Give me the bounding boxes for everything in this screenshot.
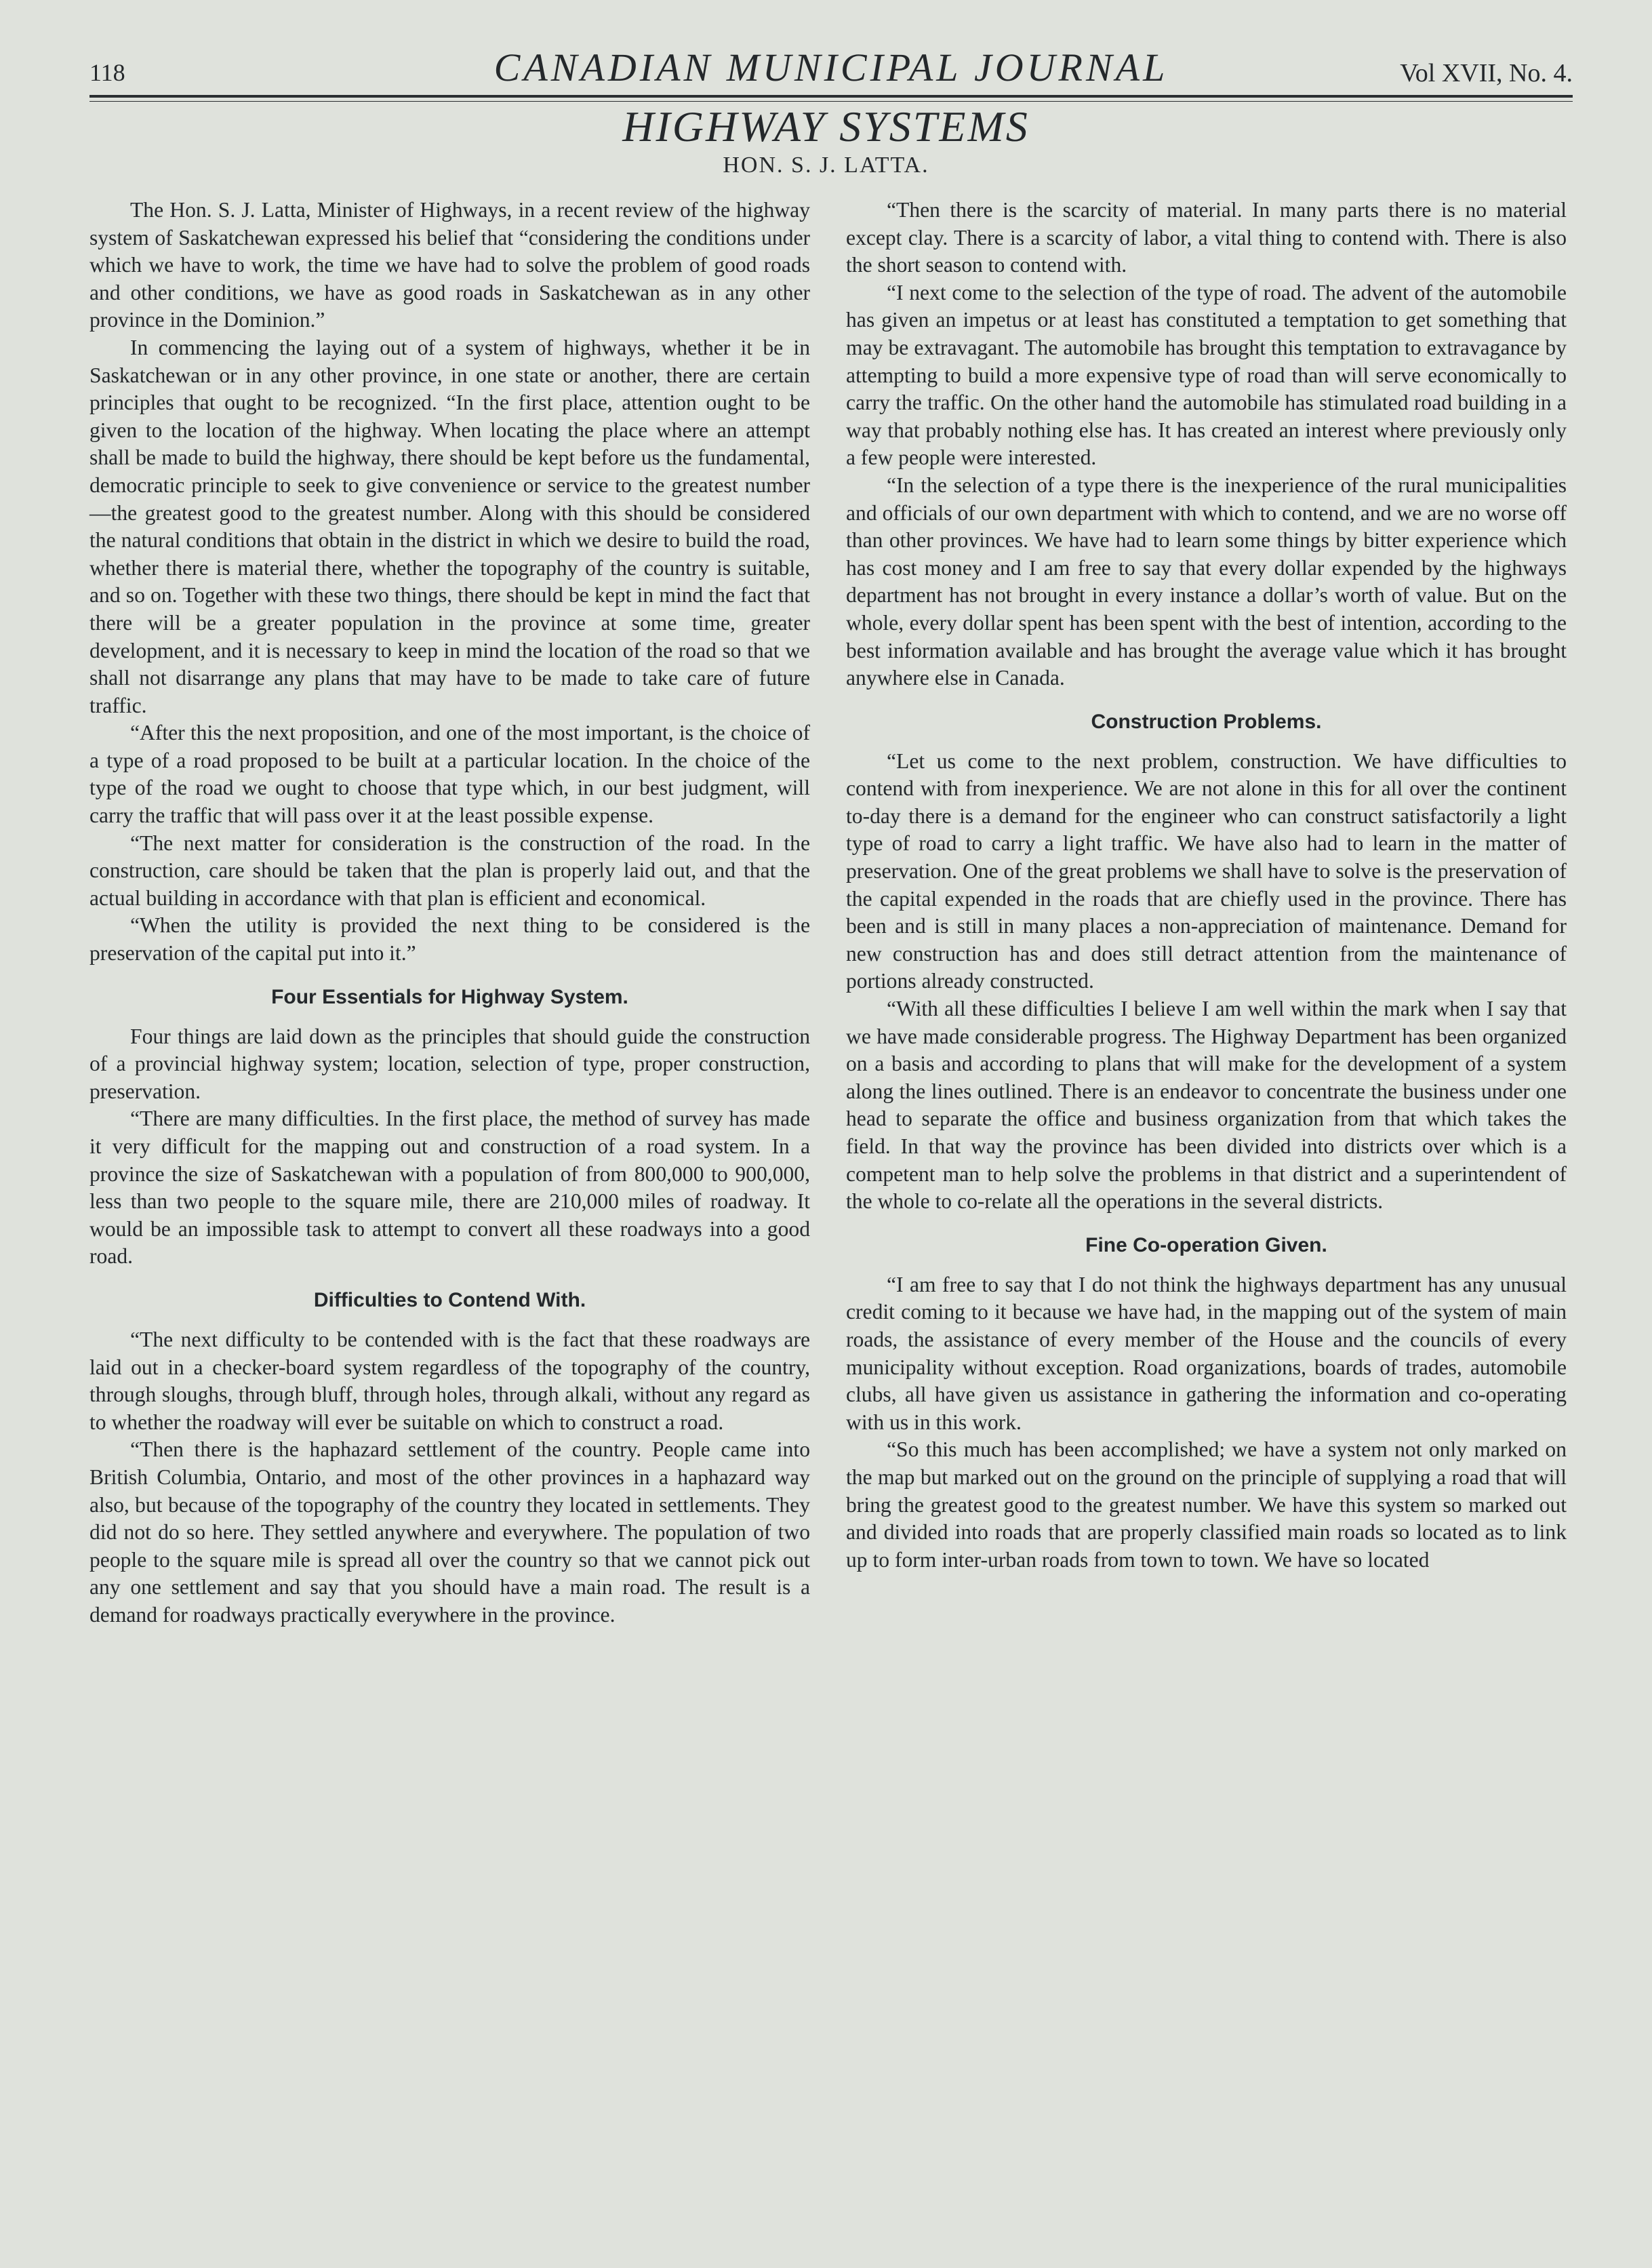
section-heading: Four Essentials for Highway System. bbox=[271, 985, 628, 1008]
paragraph: “There are many difficulties. In the first place, the method of survey has made it very difficult for the mapping out and construction of a road system. In a province the size of Saskatchewan with a population of from 800,000 to 900,000, less than two people to the square mile, there are 210,000 miles of roadway. It would be an impossible task to attempt to convert all these roadways into a good road. bbox=[89, 1107, 810, 1269]
section-heading: Fine Co-operation Given. bbox=[1085, 1233, 1327, 1256]
left-column bbox=[89, 197, 810, 1629]
paragraph: Four things are laid down as the principles that should guide the construction of a provincial highway system; location, selection of type, proper construction, preservation. bbox=[89, 1024, 810, 1103]
paragraph: In commencing the laying out of a system of highways, whether it be in Saskatchewan or in any other province, in one state or another, there are certain principles that ought to be recognized. “In the first place, attention ought to be given to the location of the highway. When locating the place where an attempt shall be made to build the highway, there should be kept before us the fundamental, democratic principle to seek to give convenience or service to the greatest number—the greatest good to the greatest number. Along with this should be considered the natural conditions that obtain in the district in which we desire to build the road, whether there is material there, whether the topography of the country is suitable, and so on. Together with these two things, there should be kept in mind the fact that there will be a greater population in the province at some time, greater development, and it is necessary to keep in mind the location of the road so that we shall not disarrange any plans that may have to be made to take care of future traffic. bbox=[89, 335, 810, 717]
paragraph: “Then there is the haphazard settlement of the country. People came into British Columbia, Ontario, and most of the other provinces in a haphazard way also, but because of the topography of the country they located in settlements. They did not do so here. They settled anywhere and everywhere. The population of two people to the square mile is spread all over the country so that we cannot pick out any one settlement and say that you should have a main road. The result is a demand for roadways practically everywhere in the province. bbox=[89, 1437, 810, 1627]
paragraph: “When the utility is provided the next thing to be considered is the preservation of the capital put into it.” bbox=[89, 913, 810, 966]
paragraph: The Hon. S. J. Latta, Minister of Highways, in a recent review of the highway system of Saskatchewan expressed his belief that “considering the conditions under which we have to work, the time we have had to solve the problem of good roads and other conditions, we have as good roads in Saskatchewan as in any other province in the Dominion.” bbox=[89, 198, 810, 332]
paragraph: “I next come to the selection of the type of road. The advent of the automobile has given an impetus or at least has constituted a temptation to get something that may be extravagant. The automobile has brought this temptation to extravagance by attempting to build a more expensive type of road than will serve economically to carry the traffic. On the other hand the automobile has stimulated road building in a way that probably nothing else has. It has created an interest where previously only a few people were interested. bbox=[846, 280, 1567, 470]
header-rule bbox=[89, 95, 1573, 98]
paragraph: “The next matter for consideration is the construction of the road. In the construction, care should be taken that the plan is properly laid out, and that the actual building in accordance with that plan is efficient and economical. bbox=[89, 831, 810, 910]
right-column bbox=[846, 197, 1567, 1574]
volume-label: Vol XVII, No. 4. bbox=[1400, 59, 1573, 87]
page-header bbox=[89, 41, 1573, 98]
paragraph: “With all these difficulties I believe I am well within the mark when I say that we have made considerable progress. The Highway Department has been organized on a basis and according to plans that will make for the development of a system along the lines outlined. There is an endeavor to concentrate the business under one head to separate the office and business organization from that which takes the field. In that way the province has been divided into districts over which is a competent man to help solve the problems in that district and a superintendent of the whole to co-relate all the operations in the several districts. bbox=[846, 997, 1567, 1214]
paragraph: “After this the next proposition, and one of the most important, is the choice of a type of a road proposed to be built at a particular location. In the choice of the type of the road we ought to choose that type which, in our best judgment, will carry the traffic that will pass over it at the least possible expense. bbox=[89, 721, 810, 828]
paragraph: “Then there is the scarcity of material. In many parts there is no material except clay. There is a scarcity of labor, a vital thing to contend with. There is also the short season to contend with. bbox=[846, 198, 1567, 277]
paragraph: “The next difficulty to be contended with is the fact that these roadways are laid out in a checker-board system regardless of the topography of the country, through sloughs, through bluff, through holes, through alkali, without any regard as to whether the roadway will ever be suitable on which to construct a road. bbox=[89, 1327, 810, 1434]
article-byline: HON. S. J. LATTA. bbox=[723, 153, 929, 178]
paragraph: “I am free to say that I do not think the highways department has any unusual credit coming to it because we have had, in the mapping out of the system of main roads, the assistance of every member of the House and the councils of every municipality without exception. Road organizations, boards of trades, automobile clubs, all have given us assistance in gathering the information and co-operating with us in this work. bbox=[846, 1272, 1567, 1434]
journal-title: CANADIAN MUNICIPAL JOURNAL bbox=[493, 45, 1169, 89]
section-heading: Difficulties to Contend With. bbox=[313, 1288, 586, 1311]
paragraph: “Let us come to the next problem, construction. We have difficulties to contend with from inexperience. We are not alone in this for all over the continent to-day there is a demand for the engineer who can construct satisfactorily a light type of road to carry a light traffic. We have also had to learn in the matter of preservation. One of the great problems we shall have to solve is the preservation of the capital expended in the roads that are chiefly used in the province. There has been and is still in many places a non-appreciation of maintenance. Demand for new construction has and does still detract attention from the maintenance of portions already constructed. bbox=[846, 749, 1567, 993]
page-number: 118 bbox=[89, 59, 125, 86]
section-heading: Construction Problems. bbox=[1091, 710, 1322, 733]
paragraph: “So this much has been accomplished; we have a system not only marked on the map but marked out on the ground on the principle of supplying a road that will bring the greatest good to the greatest number. We have this system so marked out and divided into roads that are properly classified main roads so located as to link up to form inter-urban roads from town to town. We have so located bbox=[846, 1437, 1567, 1572]
paragraph: “In the selection of a type there is the inexperience of the rural municipalities and officials of our own department with which to contend, and we are no worse off than other provinces. We have had to learn some things by bitter experience which has cost money and I am free to say that every dollar expended by the highways department has not brought in every instance a dollar’s worth of value. But on the whole, every dollar spent has been spent with the best of intention, according to the best information available and has brought the average value which it has brought anywhere else in Canada. bbox=[846, 473, 1567, 690]
article-title: HIGHWAY SYSTEMS bbox=[622, 102, 1030, 151]
